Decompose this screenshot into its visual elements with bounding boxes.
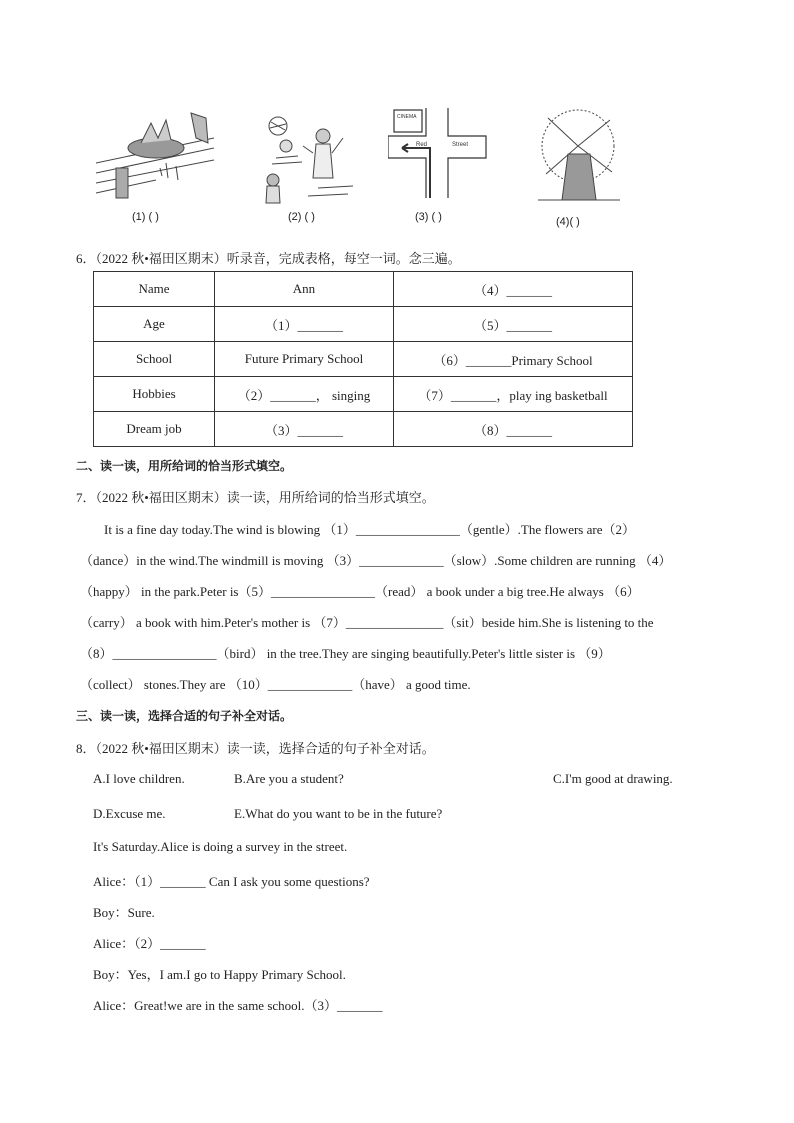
table-cell: Hobbies: [94, 377, 215, 412]
picture-2: [258, 108, 354, 206]
dialogue-line-6[interactable]: Alice：Great!we are in the same school.（3）_______: [93, 998, 383, 1013]
table-cell: Name: [94, 272, 215, 307]
table-row: [94, 377, 633, 412]
table-cell[interactable]: （6）_______Primary School: [394, 342, 633, 377]
dialogue-line-1: It's Saturday.Alice is doing a survey in the street.: [93, 839, 348, 854]
picture-caption-4: (4)( ): [556, 216, 580, 228]
dialogue-line-4[interactable]: Alice：（2）_______: [93, 936, 206, 951]
table-cell[interactable]: （5）_______: [394, 307, 633, 342]
q8-title: 8．（2022 秋•福田区期末）读一读，选择合适的句子补全对话。: [76, 741, 435, 756]
dialogue-line-2[interactable]: Alice：（1）_______ Can I ask you some questions?: [93, 874, 370, 889]
q6-title: 6．（2022 秋•福田区期末）听录音，完成表格，每空一词。念三遍。: [76, 251, 461, 266]
option-a: A.I love children.: [93, 771, 185, 786]
picture-1: [96, 108, 214, 206]
table-row: [94, 307, 633, 342]
table-cell: Ann: [215, 272, 394, 307]
map-label-street: Street: [452, 142, 469, 148]
dialogue-line-3: Boy：Sure.: [93, 905, 155, 920]
sink-icon: [96, 108, 214, 206]
q7-line-5[interactable]: （8）________________（bird） in the tree.They are singing beautifully.Peter's little sister is （9）: [80, 646, 611, 661]
map-label-red: Red: [416, 142, 428, 148]
section-3-heading: 三、读一读，选择合适的句子补全对话。: [76, 709, 293, 723]
table-cell: Future Primary School: [215, 342, 394, 377]
table-cell: Dream job: [94, 412, 215, 447]
table-cell[interactable]: （4）_______: [394, 272, 633, 307]
picture-caption-1: (1) ( ): [132, 211, 159, 223]
q7-title: 7．（2022 秋•福田区期末）读一读，用所给词的恰当形式填空。: [76, 490, 435, 505]
table-row: [94, 342, 633, 377]
section-2-heading: 二、读一读，用所给词的恰当形式填空。: [76, 459, 293, 473]
q6-table: [93, 271, 633, 447]
table-cell: Age: [94, 307, 215, 342]
option-b: B.Are you a student?: [234, 771, 344, 786]
dialogue-line-5: Boy：Yes，I am.I go to Happy Primary School.: [93, 967, 346, 982]
q7-line-1[interactable]: It is a fine day today.The wind is blowing （1）________________（gentle）.The flowers are（2）: [104, 522, 635, 537]
option-e: E.What do you want to be in the future?: [234, 806, 443, 821]
q7-passage: [80, 519, 720, 699]
table-cell[interactable]: （1）_______: [215, 307, 394, 342]
table-cell[interactable]: （8）_______: [394, 412, 633, 447]
picture-4: [538, 108, 620, 204]
table-cell[interactable]: （2）_______， singing: [215, 377, 394, 412]
table-row: [94, 272, 633, 307]
map-label-cinema: CINEMA: [397, 114, 417, 120]
windmill-icon: [538, 108, 620, 204]
table-cell[interactable]: （3）_______: [215, 412, 394, 447]
q7-line-2[interactable]: （dance）in the wind.The windmill is moving （3）_____________（slow）.Some children are running （4）: [80, 553, 672, 568]
table-cell: School: [94, 342, 215, 377]
picture-3: [388, 108, 488, 198]
children-swimming-icon: [258, 108, 354, 206]
picture-caption-2: (2) ( ): [288, 211, 315, 223]
option-c: C.I'm good at drawing.: [553, 771, 673, 786]
option-d: D.Excuse me.: [93, 806, 166, 821]
table-row: [94, 412, 633, 447]
q7-line-4[interactable]: （carry） a book with him.Peter's mother is （7）_______________（sit）beside him.She is listening to the: [80, 615, 654, 630]
table-cell[interactable]: （7）_______，play ing basketball: [394, 377, 633, 412]
picture-caption-3: (3) ( ): [415, 211, 442, 223]
q7-line-3[interactable]: （happy） in the park.Peter is（5）________________（read） a book under a big tree.He always （6）: [80, 584, 640, 599]
q7-line-6[interactable]: （collect） stones.They are （10）_____________（have） a good time.: [80, 677, 471, 692]
street-map-icon: [388, 108, 488, 198]
